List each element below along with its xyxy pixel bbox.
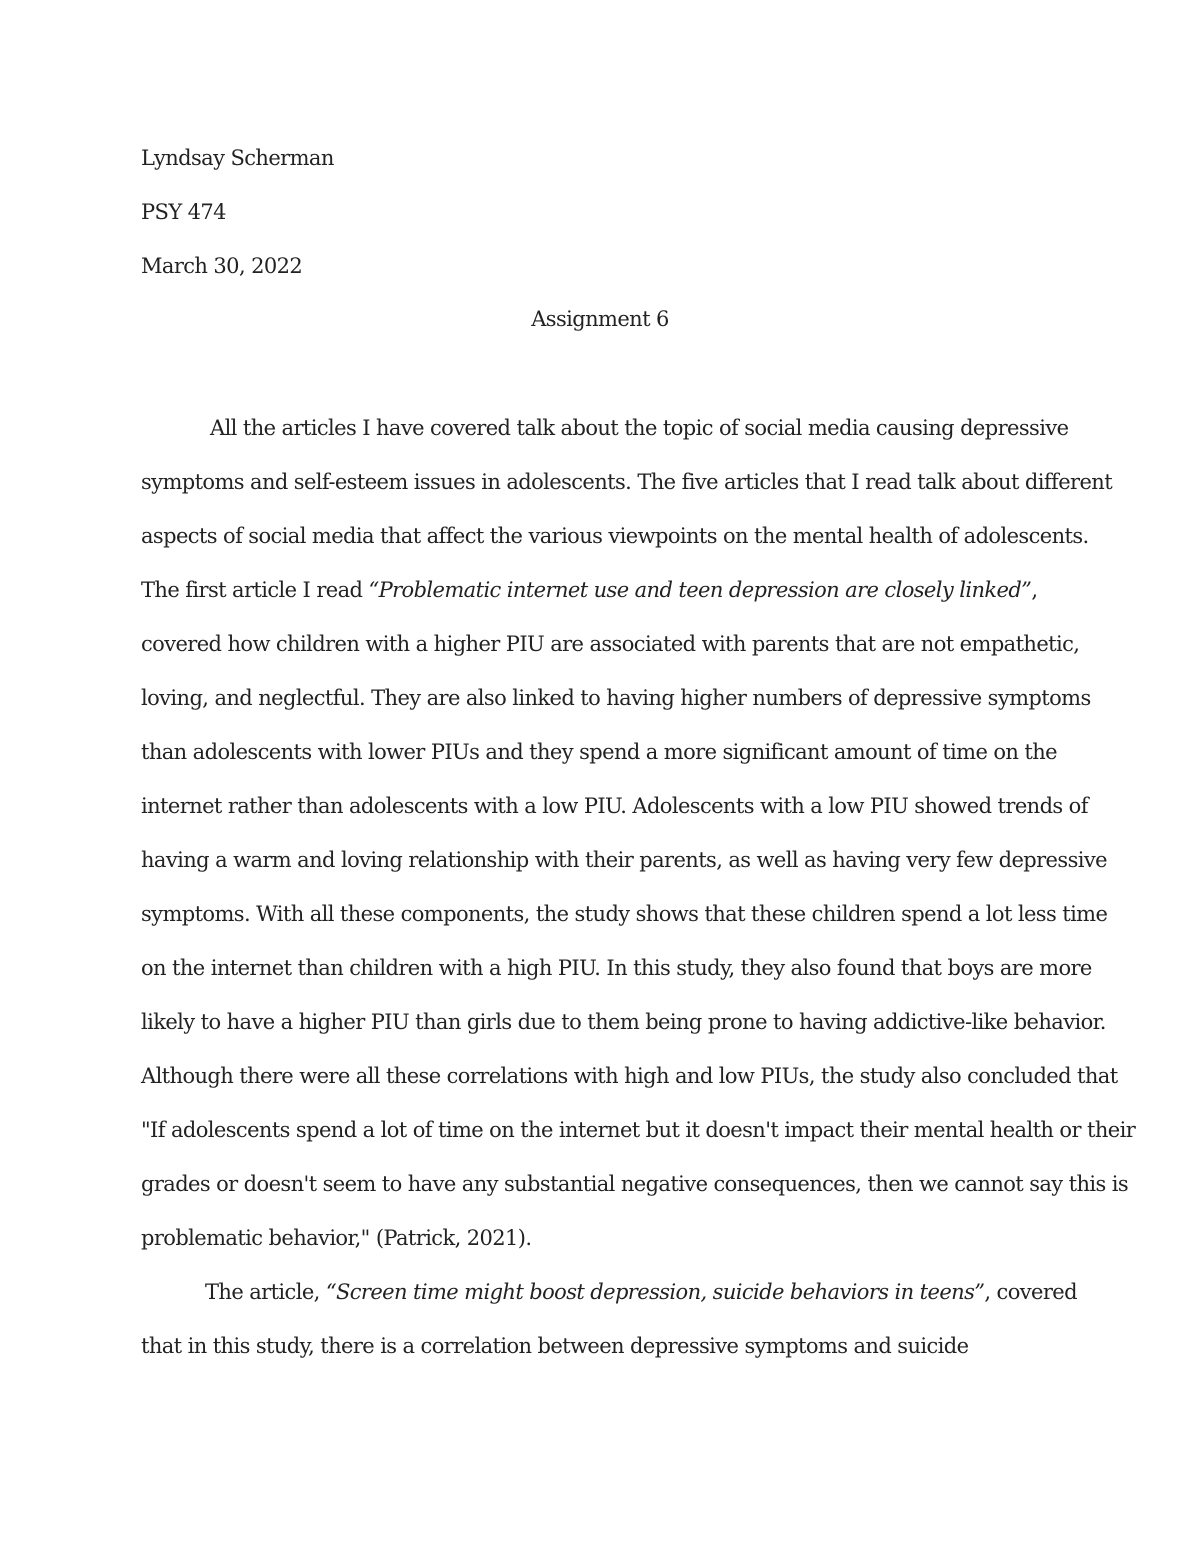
- body-line: [141, 739, 1057, 765]
- body-text-run: symptoms and self-esteem issues in adolescents. The five articles that I read talk about different: [141, 470, 1113, 494]
- article-title: “Screen time might boost depression, suicide behaviors in teens”: [325, 1280, 985, 1304]
- course-code: PSY 474: [141, 200, 226, 224]
- body-text-run: symptoms. With all these components, the study shows that these children spend a lot less time: [141, 902, 1108, 926]
- body-text-run: grades or doesn't seem to have any substantial negative consequences, then we cannot say this is: [141, 1172, 1129, 1196]
- body-text-run: internet rather than adolescents with a low PIU. Adolescents with a low PIU showed trends of: [141, 794, 1088, 818]
- body-text-run: than adolescents with lower PIUs and they spend a more significant amount of time on the: [141, 740, 1058, 764]
- body-text-run: covered how children with a higher PIU are associated with parents that are not empathetic,: [141, 632, 1080, 656]
- body-line: [141, 1171, 1128, 1197]
- body-line: [141, 577, 1037, 603]
- author-name: Lyndsay Scherman: [141, 146, 334, 170]
- body-line: [141, 1009, 1106, 1035]
- body-line: [141, 1063, 1118, 1089]
- body-line: [141, 469, 1112, 495]
- body-text-run: that in this study, there is a correlation between depressive symptoms and suicide: [141, 1334, 969, 1358]
- body-text-run: All the articles I have covered talk about the topic of social media causing depressive: [210, 416, 1069, 440]
- article-title: “Problematic internet use and teen depression are closely linked”: [368, 578, 1032, 602]
- body-text-run: likely to have a higher PIU than girls due to them being prone to having addictive-like behavior.: [141, 1010, 1106, 1034]
- body-line: [141, 793, 1088, 819]
- body-text-run: , covered: [984, 1280, 1077, 1304]
- body-line: [141, 523, 1089, 549]
- body-line: [141, 847, 1107, 873]
- body-text-run: ,: [1031, 578, 1038, 602]
- body-line: [141, 901, 1107, 927]
- body-line: [205, 1279, 1077, 1305]
- body-text-run: "If adolescents spend a lot of time on the internet but it doesn't impact their mental health or their: [141, 1118, 1136, 1142]
- body-line: [141, 1333, 968, 1359]
- body-line: [141, 1117, 1135, 1143]
- body-text-run: The first article I read: [141, 578, 369, 602]
- body-text-run: having a warm and loving relationship with their parents, as well as having very few depressive: [141, 848, 1107, 872]
- body-text-run: aspects of social media that affect the various viewpoints on the mental health of adolescents.: [141, 524, 1089, 548]
- body-text-run: loving, and neglectful. They are also linked to having higher numbers of depressive symptoms: [141, 686, 1091, 710]
- document-date: March 30, 2022: [141, 254, 303, 278]
- body-text-run: on the internet than children with a high PIU. In this study, they also found that boys are more: [141, 956, 1092, 980]
- body-line: [141, 685, 1091, 711]
- document-title: Assignment 6: [531, 307, 669, 331]
- body-line: [141, 955, 1092, 981]
- body-line: [210, 415, 1068, 441]
- body-text-run: The article,: [205, 1280, 326, 1304]
- body-text-run: Although there were all these correlations with high and low PIUs, the study also concluded that: [141, 1064, 1118, 1088]
- body-text-run: problematic behavior," (Patrick, 2021).: [141, 1226, 532, 1250]
- body-line: [141, 1225, 531, 1251]
- body-line: [141, 631, 1079, 657]
